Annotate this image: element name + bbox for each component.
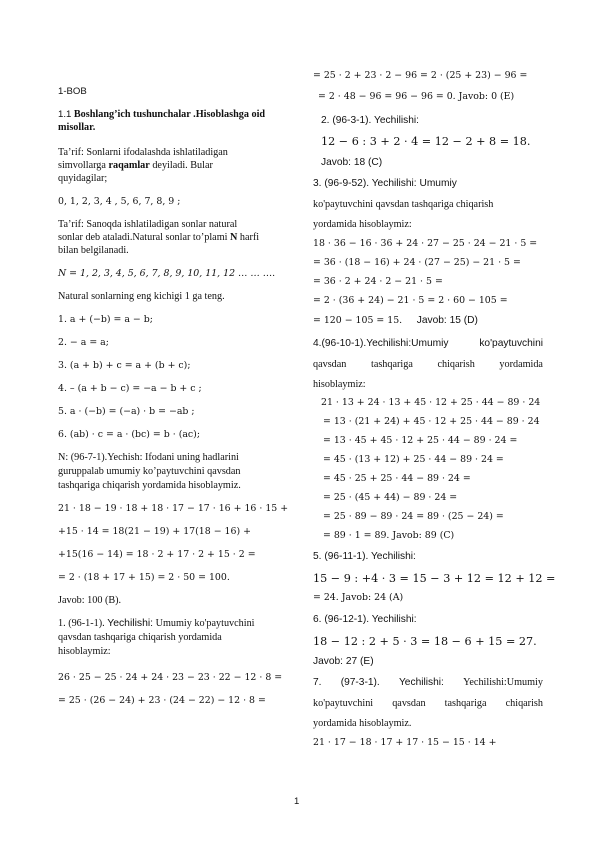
problem-1-line-2: qavsdan tashqariga chiqarish yordamida [58, 632, 222, 643]
definition-2-line-1: Ta’rif: Sanoqda ishlatiladigan sonlar natural [58, 219, 238, 230]
example-calc-3: +15(16 − 14) = 18 · 2 + 17 · 2 + 15 · 2 = [58, 549, 256, 560]
rule-5: 5. a · (−b) = (−a) · b = −ab ; [58, 406, 195, 417]
rule-6: 6. (ab) · c = a · (bc) = b · (ac); [58, 429, 201, 440]
problem-4-line-3: hisoblaymiz: [313, 379, 366, 390]
problem-4-calc-1: 21 · 13 + 24 · 13 + 45 · 12 + 25 · 44 − 89 · 24 [321, 397, 541, 408]
problem-2-answer: Javob: 18 (C) [321, 157, 383, 168]
example-calc-4: = 2 · (18 + 17 + 15) = 2 · 50 = 100. [58, 572, 230, 583]
problem-5-calc: 15 − 9 : +4 · 3 = 15 − 3 + 12 = 12 + 12 = [313, 572, 556, 585]
rule-3: 3. (a + b) + c = a + (b + c); [58, 360, 191, 371]
problem-6-heading: 6. (96-12-1). Yechilishi: [313, 614, 417, 625]
problem-3-calc-3: = 36 · 2 + 24 · 2 − 21 · 5 = [313, 276, 443, 287]
chapter-heading: 1-BOB [58, 86, 87, 97]
definition-1-line-2: simvollarga raqamlar deyiladi. Bular [58, 160, 213, 171]
problem-7-line-2: ko'paytuvchini qavsdan tashqariga chiqarish [313, 698, 543, 709]
rule-1: 1. a + (−b) = a − b; [58, 314, 153, 325]
example-answer: Javob: 100 (B). [58, 595, 122, 606]
problem-3-line-3: yordamida hisoblaymiz: [313, 219, 412, 230]
problem-7-line-1: 7. (97-3-1). Yechilishi: Yechilishi:Umumiy [313, 677, 543, 688]
example-calc-2: +15 · 14 = 18(21 − 19) + 17(18 − 16) + [58, 526, 251, 537]
definition-1-line-3: quyidagilar; [58, 173, 108, 184]
problem-1-calc-4: = 2 · 48 − 96 = 96 − 96 = 0. Javob: 0 (E) [318, 91, 515, 102]
problem-3-calc-5: = 120 − 105 = 15. Javob: 15 (D) [313, 315, 478, 326]
problem-1-calc-1: 26 · 25 − 25 · 24 + 24 · 23 − 23 · 22 − 12 · 8 = [58, 672, 283, 683]
problem-4-calc-7: = 25 · 89 − 89 · 24 = 89 · (25 − 24) = [323, 511, 504, 522]
rule-2: 2. − a = a; [58, 337, 109, 348]
example-intro-1: N: (96-7-1).Yechish: Ifodani uning hadlarini [58, 452, 239, 463]
problem-4-calc-6: = 25 · (45 + 44) − 89 · 24 = [323, 492, 458, 503]
problem-3-line-2: ko'paytuvchini qavsdan tashqariga chiqarish [313, 199, 494, 210]
problem-3-calc-2: = 36 · (18 − 16) + 24 · (27 − 25) − 21 · 5 = [313, 257, 521, 268]
smallest-natural: Natural sonlarning eng kichigi 1 ga teng. [58, 291, 225, 302]
problem-3-calc-4: = 2 · (36 + 24) − 21 · 5 = 2 · 60 − 105 = [313, 295, 508, 306]
definition-2-line-2: sonlar deb ataladi.Natural sonlar to’plami N harfi [58, 232, 260, 243]
problem-4-calc-3: = 13 · 45 + 45 · 12 + 25 · 44 − 89 · 24 = [323, 435, 518, 446]
problem-4-line-2: qavsdan tashqariga chiqarish yordamida [313, 359, 543, 370]
problem-6-answer: Javob: 27 (E) [313, 656, 374, 667]
definition-1-line-1: Ta’rif: Sonlarni ifodalashda ishlatiladigan [58, 147, 228, 158]
problem-1-calc-2: = 25 · (26 − 24) + 23 · (24 − 22) − 12 · 8 = [58, 695, 266, 706]
problem-4-line-1: 4.(96-10-1).Yechilishi:Umumiy ko'paytuvchini [313, 338, 543, 349]
problem-1-line-1: 1. (96-1-1). Yechilishi: Umumiy ko'paytuvchini [58, 618, 255, 629]
example-intro-3: tashqariga chiqarish yordamida hisoblaymiz. [58, 480, 241, 491]
problem-2-heading: 2. (96-3-1). Yechilishi: [321, 115, 419, 126]
section-title-cont: misollar. [58, 122, 96, 133]
problem-5-heading: 5. (96-11-1). Yechilishi: [313, 551, 416, 562]
digits-list: 0, 1, 2, 3, 4 , 5, 6, 7, 8, 9 ; [58, 196, 181, 207]
problem-6-calc: 18 − 12 : 2 + 5 · 3 = 18 − 6 + 15 = 27. [313, 635, 537, 648]
natural-numbers: N = 1, 2, 3, 4, 5, 6, 7, 8, 9, 10, 11, 12 … … …. [58, 268, 276, 279]
problem-3-line-1: 3. (96-9-52). Yechilishi: Umumiy [313, 178, 457, 189]
problem-2-calc: 12 − 6 : 3 + 2 · 4 = 12 − 2 + 8 = 18. [321, 135, 531, 148]
definition-2-line-3: bilan belgilanadi. [58, 245, 129, 256]
problem-3-calc-1: 18 · 36 − 16 · 36 + 24 · 27 − 25 · 24 − 21 · 5 = [313, 238, 538, 249]
section-title: 1.1 Boshlang’ich tushunchalar .Hisoblashga oid [58, 109, 266, 120]
problem-4-calc-4: = 45 · (13 + 12) + 25 · 44 − 89 · 24 = [323, 454, 504, 465]
problem-5-calc-2: = 24. Javob: 24 (A) [313, 592, 404, 603]
rule-4: 4. – (a + b − c) = −a − b + c ; [58, 383, 202, 394]
problem-4-calc-2: = 13 · (21 + 24) + 45 · 12 + 25 · 44 − 89 · 24 [323, 416, 540, 427]
problem-7-calc-1: 21 · 17 − 18 · 17 + 17 · 15 − 15 · 14 + [313, 737, 497, 748]
example-intro-2: guruppalab umumiy ko’paytuvchini qavsdan [58, 466, 241, 477]
page-number: 1 [294, 796, 300, 807]
problem-1-calc-3: = 25 · 2 + 23 · 2 − 96 = 2 · (25 + 23) − 96 = [313, 70, 528, 81]
problem-7-line-3: yordamida hisoblaymiz. [313, 718, 412, 729]
problem-1-line-3: hisoblaymiz: [58, 646, 111, 657]
problem-4-calc-8: = 89 · 1 = 89. Javob: 89 (C) [323, 530, 455, 541]
example-calc-1: 21 · 18 − 19 · 18 + 18 · 17 − 17 · 16 + 16 · 15 + [58, 503, 289, 514]
problem-4-calc-5: = 45 · 25 + 25 · 44 − 89 · 24 = [323, 473, 471, 484]
